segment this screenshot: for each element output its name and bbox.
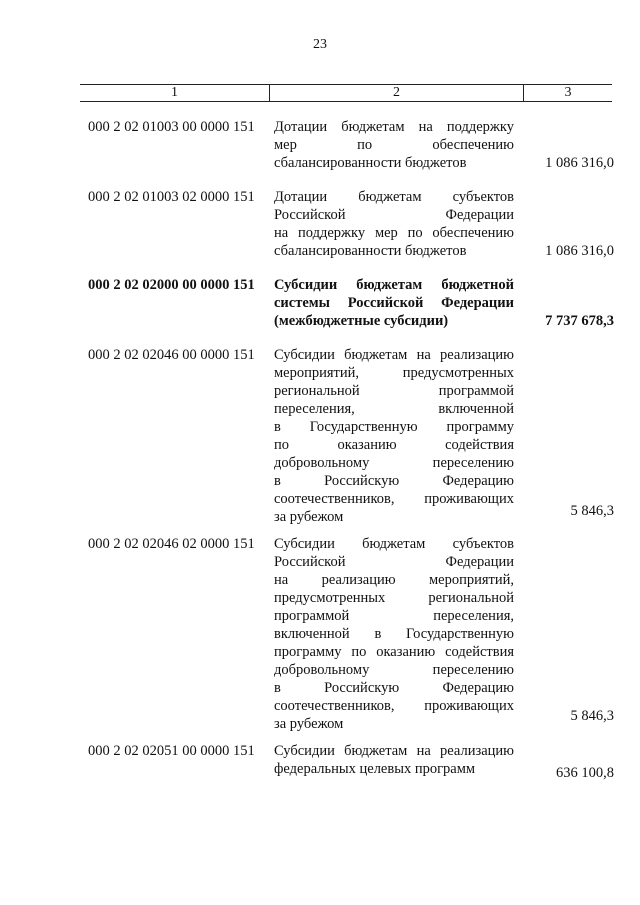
description-line: на поддержку мер по обеспечению [274,225,514,241]
budget-code: 000 2 02 02000 00 0000 151 [88,277,255,293]
table-header [80,85,612,102]
description-line: Российской Федерации [274,207,514,223]
row-amount: 1 086 316,0 [545,243,614,259]
description-line: Российской Федерации [274,554,514,570]
description-line: (межбюджетные субсидии) [274,313,449,329]
description-line: федеральных целевых программ [274,761,476,777]
row-description [274,118,514,172]
column-header-3: 3 [564,85,572,100]
description-line: добровольному переселению [274,455,514,471]
row-amount: 1 086 316,0 [545,155,614,171]
description-line: на реализацию мероприятий, [274,572,514,588]
description-line: за рубежом [274,509,344,525]
description-line: мер по обеспечению [274,137,514,153]
row-amount: 7 737 678,3 [545,313,614,329]
description-line: сбалансированности бюджетов [274,155,467,171]
page-number: 23 [313,37,327,52]
description-line: соотечественников, проживающих [274,698,514,714]
description-line: системы Российской Федерации [274,295,514,311]
description-line: в Российскую Федерацию [274,473,514,489]
row-amount: 636 100,8 [556,765,614,781]
budget-code: 000 2 02 02051 00 0000 151 [88,743,255,759]
row-description [274,188,514,260]
budget-code: 000 2 02 01003 02 0000 151 [88,189,255,205]
row-description [274,346,514,526]
description-line: включенной в Государственную [274,626,514,642]
description-line: программу по оказанию содействия [274,644,514,660]
description-line: Субсидии бюджетам на реализацию [274,743,514,759]
description-line: по оказанию содействия [274,437,514,453]
description-line: в Государственную программу [274,419,514,435]
description-line: региональной программой [274,383,514,399]
description-line: соотечественников, проживающих [274,491,514,507]
description-line: за рубежом [274,716,344,732]
description-line: предусмотренных региональной [274,590,514,606]
description-line: мероприятий, предусмотренных [274,365,514,381]
description-line: Субсидии бюджетам на реализацию [274,347,514,363]
description-line: Субсидии бюджетам бюджетной [274,277,514,293]
column-header-2: 2 [270,85,524,101]
description-line: добровольному переселению [274,662,514,678]
budget-code: 000 2 02 02046 00 0000 151 [88,347,255,363]
description-line: программой переселения, [274,608,514,624]
description-line: сбалансированности бюджетов [274,243,467,259]
budget-code: 000 2 02 02046 02 0000 151 [88,536,255,552]
row-description [274,276,514,330]
description-line: переселения, включенной [274,401,514,417]
budget-code: 000 2 02 01003 00 0000 151 [88,119,255,135]
description-line: Субсидии бюджетам субъектов [274,536,514,552]
description-line: Дотации бюджетам субъектов [274,189,514,205]
row-amount: 5 846,3 [570,708,614,724]
column-header-1: 1 [80,85,270,101]
row-description [274,742,514,778]
description-line: в Российскую Федерацию [274,680,514,696]
row-amount: 5 846,3 [570,503,614,519]
row-description [274,535,514,733]
description-line: Дотации бюджетам на поддержку [274,119,514,135]
